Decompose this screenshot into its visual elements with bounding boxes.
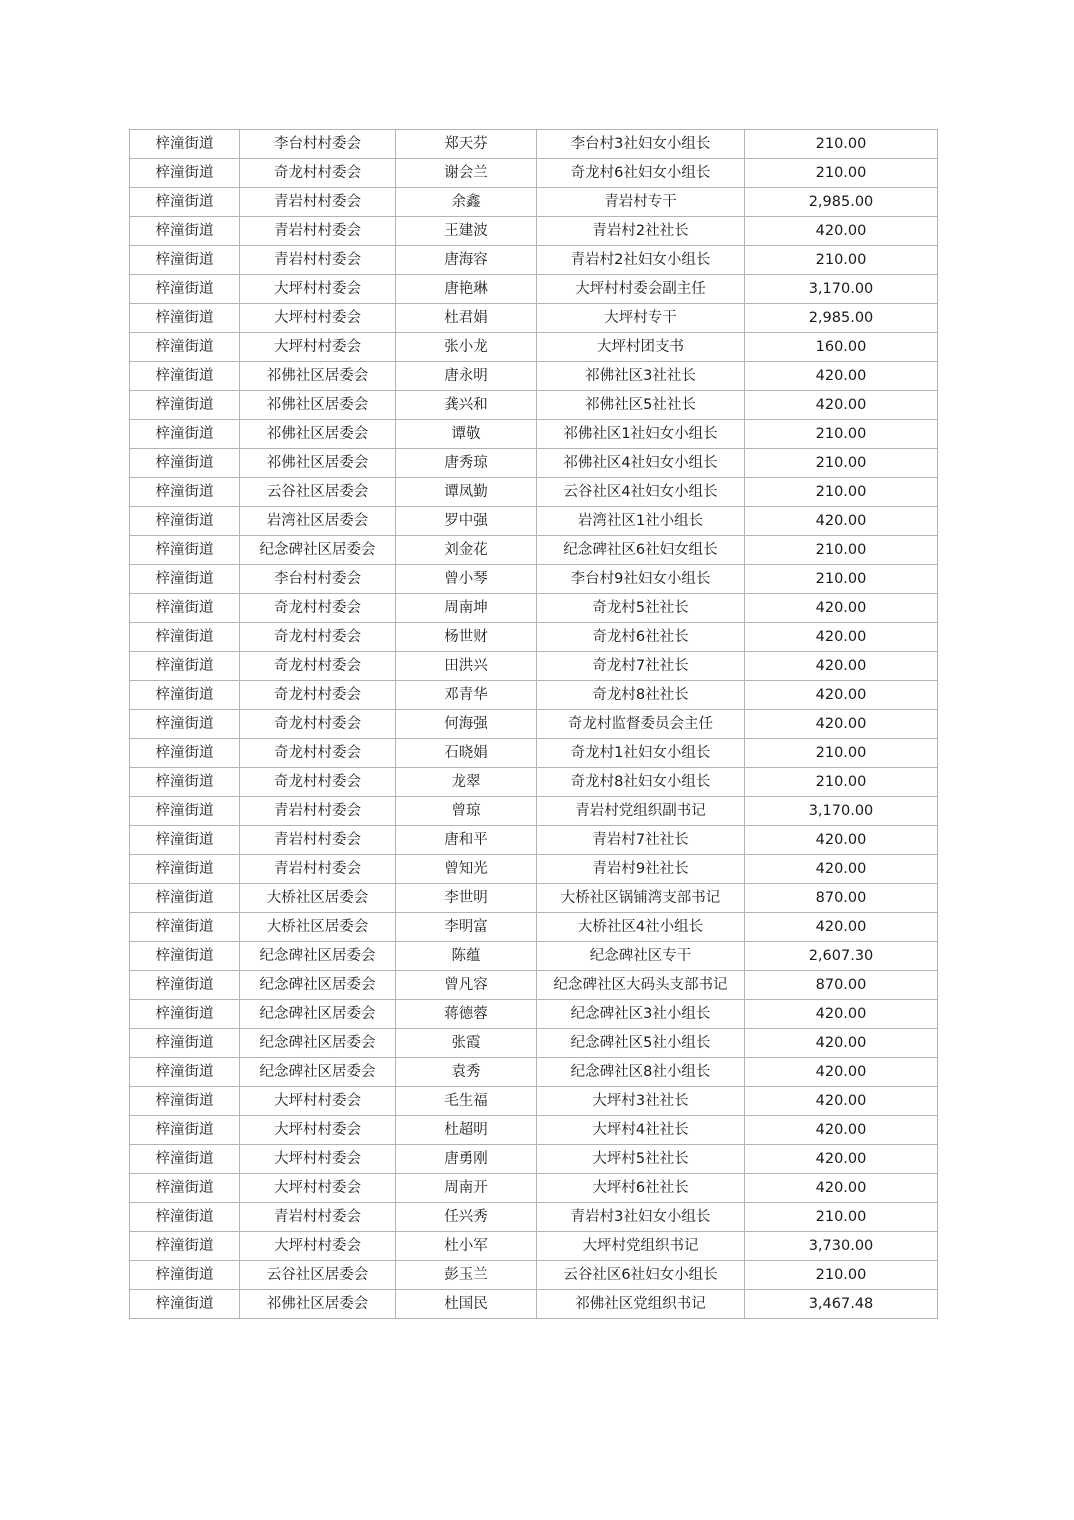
amount-cell: 420.00 bbox=[745, 1058, 938, 1087]
name-cell: 任兴秀 bbox=[396, 1203, 537, 1232]
name-cell: 谢会兰 bbox=[396, 159, 537, 188]
position-cell: 李台村9社妇女小组长 bbox=[537, 565, 745, 594]
amount-cell: 420.00 bbox=[745, 1000, 938, 1029]
position-cell: 纪念碑社区5社小组长 bbox=[537, 1029, 745, 1058]
name-cell: 唐和平 bbox=[396, 826, 537, 855]
committee-cell: 奇龙村村委会 bbox=[240, 594, 396, 623]
amount-cell: 420.00 bbox=[745, 391, 938, 420]
table-row bbox=[130, 217, 938, 246]
table-row bbox=[130, 1145, 938, 1174]
position-cell: 青岩村3社妇女小组长 bbox=[537, 1203, 745, 1232]
name-cell: 曾知光 bbox=[396, 855, 537, 884]
table-row bbox=[130, 971, 938, 1000]
committee-cell: 奇龙村村委会 bbox=[240, 768, 396, 797]
amount-cell: 420.00 bbox=[745, 1145, 938, 1174]
committee-cell: 大坪村村委会 bbox=[240, 304, 396, 333]
table-row bbox=[130, 333, 938, 362]
name-cell: 石晓娟 bbox=[396, 739, 537, 768]
street-cell: 梓潼街道 bbox=[130, 1145, 240, 1174]
committee-cell: 纪念碑社区居委会 bbox=[240, 1000, 396, 1029]
committee-cell: 祁佛社区居委会 bbox=[240, 362, 396, 391]
name-cell: 蒋德蓉 bbox=[396, 1000, 537, 1029]
amount-cell: 3,170.00 bbox=[745, 797, 938, 826]
name-cell: 曾琼 bbox=[396, 797, 537, 826]
name-cell: 罗中强 bbox=[396, 507, 537, 536]
street-cell: 梓潼街道 bbox=[130, 1058, 240, 1087]
name-cell: 杜国民 bbox=[396, 1290, 537, 1319]
street-cell: 梓潼街道 bbox=[130, 449, 240, 478]
position-cell: 大坪村3社社长 bbox=[537, 1087, 745, 1116]
committee-cell: 大坪村村委会 bbox=[240, 1116, 396, 1145]
position-cell: 青岩村2社妇女小组长 bbox=[537, 246, 745, 275]
street-cell: 梓潼街道 bbox=[130, 1116, 240, 1145]
name-cell: 杜超明 bbox=[396, 1116, 537, 1145]
table-row bbox=[130, 1000, 938, 1029]
table-row bbox=[130, 507, 938, 536]
position-cell: 奇龙村1社妇女小组长 bbox=[537, 739, 745, 768]
amount-cell: 420.00 bbox=[745, 362, 938, 391]
amount-cell: 210.00 bbox=[745, 565, 938, 594]
position-cell: 云谷社区4社妇女小组长 bbox=[537, 478, 745, 507]
name-cell: 张小龙 bbox=[396, 333, 537, 362]
committee-cell: 青岩村村委会 bbox=[240, 826, 396, 855]
name-cell: 杜小军 bbox=[396, 1232, 537, 1261]
committee-cell: 青岩村村委会 bbox=[240, 217, 396, 246]
amount-cell: 420.00 bbox=[745, 1087, 938, 1116]
position-cell: 李台村3社妇女小组长 bbox=[537, 130, 745, 159]
name-cell: 田洪兴 bbox=[396, 652, 537, 681]
table-row bbox=[130, 1261, 938, 1290]
committee-cell: 青岩村村委会 bbox=[240, 188, 396, 217]
table-row bbox=[130, 942, 938, 971]
amount-cell: 420.00 bbox=[745, 913, 938, 942]
street-cell: 梓潼街道 bbox=[130, 246, 240, 275]
street-cell: 梓潼街道 bbox=[130, 1174, 240, 1203]
name-cell: 谭凤勤 bbox=[396, 478, 537, 507]
name-cell: 李明富 bbox=[396, 913, 537, 942]
position-cell: 大坪村村委会副主任 bbox=[537, 275, 745, 304]
committee-cell: 大桥社区居委会 bbox=[240, 884, 396, 913]
amount-cell: 2,985.00 bbox=[745, 304, 938, 333]
amount-cell: 210.00 bbox=[745, 130, 938, 159]
committee-cell: 李台村村委会 bbox=[240, 130, 396, 159]
amount-cell: 420.00 bbox=[745, 826, 938, 855]
amount-cell: 3,170.00 bbox=[745, 275, 938, 304]
name-cell: 龙翠 bbox=[396, 768, 537, 797]
table-row bbox=[130, 130, 938, 159]
position-cell: 奇龙村监督委员会主任 bbox=[537, 710, 745, 739]
committee-cell: 大桥社区居委会 bbox=[240, 913, 396, 942]
amount-cell: 420.00 bbox=[745, 623, 938, 652]
committee-cell: 祁佛社区居委会 bbox=[240, 420, 396, 449]
street-cell: 梓潼街道 bbox=[130, 652, 240, 681]
table-row bbox=[130, 1174, 938, 1203]
position-cell: 青岩村2社社长 bbox=[537, 217, 745, 246]
table-row bbox=[130, 391, 938, 420]
street-cell: 梓潼街道 bbox=[130, 130, 240, 159]
amount-cell: 210.00 bbox=[745, 478, 938, 507]
street-cell: 梓潼街道 bbox=[130, 159, 240, 188]
street-cell: 梓潼街道 bbox=[130, 1290, 240, 1319]
amount-cell: 210.00 bbox=[745, 449, 938, 478]
street-cell: 梓潼街道 bbox=[130, 884, 240, 913]
committee-cell: 奇龙村村委会 bbox=[240, 739, 396, 768]
position-cell: 青岩村9社社长 bbox=[537, 855, 745, 884]
committee-cell: 奇龙村村委会 bbox=[240, 159, 396, 188]
table-row bbox=[130, 913, 938, 942]
table-body bbox=[130, 130, 938, 1319]
table-row bbox=[130, 1203, 938, 1232]
position-cell: 祁佛社区5社社长 bbox=[537, 391, 745, 420]
street-cell: 梓潼街道 bbox=[130, 681, 240, 710]
committee-cell: 青岩村村委会 bbox=[240, 1203, 396, 1232]
name-cell: 唐永明 bbox=[396, 362, 537, 391]
amount-cell: 420.00 bbox=[745, 855, 938, 884]
street-cell: 梓潼街道 bbox=[130, 1261, 240, 1290]
position-cell: 祁佛社区1社妇女小组长 bbox=[537, 420, 745, 449]
amount-cell: 210.00 bbox=[745, 536, 938, 565]
position-cell: 纪念碑社区大码头支部书记 bbox=[537, 971, 745, 1000]
name-cell: 杨世财 bbox=[396, 623, 537, 652]
subsidy-table bbox=[129, 129, 938, 1319]
amount-cell: 2,607.30 bbox=[745, 942, 938, 971]
committee-cell: 青岩村村委会 bbox=[240, 246, 396, 275]
name-cell: 彭玉兰 bbox=[396, 1261, 537, 1290]
name-cell: 陈蕴 bbox=[396, 942, 537, 971]
street-cell: 梓潼街道 bbox=[130, 217, 240, 246]
position-cell: 青岩村7社社长 bbox=[537, 826, 745, 855]
amount-cell: 420.00 bbox=[745, 507, 938, 536]
table-row bbox=[130, 304, 938, 333]
position-cell: 祁佛社区3社社长 bbox=[537, 362, 745, 391]
committee-cell: 奇龙村村委会 bbox=[240, 623, 396, 652]
street-cell: 梓潼街道 bbox=[130, 391, 240, 420]
amount-cell: 3,730.00 bbox=[745, 1232, 938, 1261]
amount-cell: 420.00 bbox=[745, 1174, 938, 1203]
committee-cell: 云谷社区居委会 bbox=[240, 478, 396, 507]
position-cell: 大坪村6社社长 bbox=[537, 1174, 745, 1203]
street-cell: 梓潼街道 bbox=[130, 362, 240, 391]
amount-cell: 420.00 bbox=[745, 217, 938, 246]
street-cell: 梓潼街道 bbox=[130, 420, 240, 449]
name-cell: 王建波 bbox=[396, 217, 537, 246]
committee-cell: 李台村村委会 bbox=[240, 565, 396, 594]
amount-cell: 210.00 bbox=[745, 1203, 938, 1232]
position-cell: 岩湾社区1社小组长 bbox=[537, 507, 745, 536]
committee-cell: 奇龙村村委会 bbox=[240, 652, 396, 681]
amount-cell: 420.00 bbox=[745, 1029, 938, 1058]
table-row bbox=[130, 449, 938, 478]
committee-cell: 奇龙村村委会 bbox=[240, 710, 396, 739]
position-cell: 大坪村党组织书记 bbox=[537, 1232, 745, 1261]
position-cell: 奇龙村6社妇女小组长 bbox=[537, 159, 745, 188]
committee-cell: 纪念碑社区居委会 bbox=[240, 1029, 396, 1058]
street-cell: 梓潼街道 bbox=[130, 478, 240, 507]
table-row bbox=[130, 681, 938, 710]
street-cell: 梓潼街道 bbox=[130, 768, 240, 797]
position-cell: 奇龙村8社妇女小组长 bbox=[537, 768, 745, 797]
name-cell: 刘金花 bbox=[396, 536, 537, 565]
name-cell: 唐艳琳 bbox=[396, 275, 537, 304]
street-cell: 梓潼街道 bbox=[130, 1029, 240, 1058]
position-cell: 奇龙村8社社长 bbox=[537, 681, 745, 710]
street-cell: 梓潼街道 bbox=[130, 942, 240, 971]
amount-cell: 210.00 bbox=[745, 159, 938, 188]
position-cell: 大桥社区4社小组长 bbox=[537, 913, 745, 942]
table-row bbox=[130, 1232, 938, 1261]
position-cell: 纪念碑社区3社小组长 bbox=[537, 1000, 745, 1029]
table-row bbox=[130, 565, 938, 594]
street-cell: 梓潼街道 bbox=[130, 594, 240, 623]
table-row bbox=[130, 536, 938, 565]
street-cell: 梓潼街道 bbox=[130, 1087, 240, 1116]
street-cell: 梓潼街道 bbox=[130, 855, 240, 884]
position-cell: 大坪村专干 bbox=[537, 304, 745, 333]
amount-cell: 210.00 bbox=[745, 768, 938, 797]
amount-cell: 210.00 bbox=[745, 1261, 938, 1290]
amount-cell: 3,467.48 bbox=[745, 1290, 938, 1319]
committee-cell: 云谷社区居委会 bbox=[240, 1261, 396, 1290]
street-cell: 梓潼街道 bbox=[130, 333, 240, 362]
position-cell: 大坪村团支书 bbox=[537, 333, 745, 362]
name-cell: 周南坤 bbox=[396, 594, 537, 623]
street-cell: 梓潼街道 bbox=[130, 536, 240, 565]
committee-cell: 奇龙村村委会 bbox=[240, 681, 396, 710]
position-cell: 奇龙村6社社长 bbox=[537, 623, 745, 652]
street-cell: 梓潼街道 bbox=[130, 710, 240, 739]
table-row bbox=[130, 652, 938, 681]
table-row bbox=[130, 362, 938, 391]
committee-cell: 纪念碑社区居委会 bbox=[240, 942, 396, 971]
amount-cell: 870.00 bbox=[745, 971, 938, 1000]
table-row bbox=[130, 275, 938, 304]
position-cell: 青岩村党组织副书记 bbox=[537, 797, 745, 826]
street-cell: 梓潼街道 bbox=[130, 304, 240, 333]
committee-cell: 纪念碑社区居委会 bbox=[240, 1058, 396, 1087]
committee-cell: 大坪村村委会 bbox=[240, 1087, 396, 1116]
position-cell: 奇龙村5社社长 bbox=[537, 594, 745, 623]
name-cell: 李世明 bbox=[396, 884, 537, 913]
table-row bbox=[130, 768, 938, 797]
amount-cell: 420.00 bbox=[745, 594, 938, 623]
street-cell: 梓潼街道 bbox=[130, 971, 240, 1000]
position-cell: 云谷社区6社妇女小组长 bbox=[537, 1261, 745, 1290]
position-cell: 祁佛社区4社妇女小组长 bbox=[537, 449, 745, 478]
table-row bbox=[130, 159, 938, 188]
name-cell: 谭敬 bbox=[396, 420, 537, 449]
name-cell: 何海强 bbox=[396, 710, 537, 739]
street-cell: 梓潼街道 bbox=[130, 188, 240, 217]
position-cell: 奇龙村7社社长 bbox=[537, 652, 745, 681]
name-cell: 唐勇刚 bbox=[396, 1145, 537, 1174]
table-row bbox=[130, 1087, 938, 1116]
street-cell: 梓潼街道 bbox=[130, 565, 240, 594]
amount-cell: 870.00 bbox=[745, 884, 938, 913]
name-cell: 周南开 bbox=[396, 1174, 537, 1203]
table-row bbox=[130, 478, 938, 507]
committee-cell: 大坪村村委会 bbox=[240, 1145, 396, 1174]
street-cell: 梓潼街道 bbox=[130, 623, 240, 652]
amount-cell: 210.00 bbox=[745, 246, 938, 275]
committee-cell: 祁佛社区居委会 bbox=[240, 391, 396, 420]
committee-cell: 祁佛社区居委会 bbox=[240, 449, 396, 478]
name-cell: 曾凡容 bbox=[396, 971, 537, 1000]
position-cell: 纪念碑社区8社小组长 bbox=[537, 1058, 745, 1087]
amount-cell: 420.00 bbox=[745, 681, 938, 710]
table-row bbox=[130, 710, 938, 739]
street-cell: 梓潼街道 bbox=[130, 1232, 240, 1261]
street-cell: 梓潼街道 bbox=[130, 797, 240, 826]
table-row bbox=[130, 246, 938, 275]
name-cell: 唐海容 bbox=[396, 246, 537, 275]
committee-cell: 纪念碑社区居委会 bbox=[240, 971, 396, 1000]
table-row bbox=[130, 797, 938, 826]
position-cell: 大坪村4社社长 bbox=[537, 1116, 745, 1145]
table-row bbox=[130, 1058, 938, 1087]
street-cell: 梓潼街道 bbox=[130, 826, 240, 855]
table-row bbox=[130, 1290, 938, 1319]
position-cell: 大坪村5社社长 bbox=[537, 1145, 745, 1174]
name-cell: 邓青华 bbox=[396, 681, 537, 710]
table-row bbox=[130, 739, 938, 768]
name-cell: 曾小琴 bbox=[396, 565, 537, 594]
table-row bbox=[130, 420, 938, 449]
committee-cell: 纪念碑社区居委会 bbox=[240, 536, 396, 565]
amount-cell: 420.00 bbox=[745, 1116, 938, 1145]
committee-cell: 青岩村村委会 bbox=[240, 855, 396, 884]
name-cell: 毛生福 bbox=[396, 1087, 537, 1116]
street-cell: 梓潼街道 bbox=[130, 1000, 240, 1029]
table-row bbox=[130, 855, 938, 884]
name-cell: 唐秀琼 bbox=[396, 449, 537, 478]
amount-cell: 160.00 bbox=[745, 333, 938, 362]
amount-cell: 420.00 bbox=[745, 710, 938, 739]
position-cell: 大桥社区锅铺湾支部书记 bbox=[537, 884, 745, 913]
committee-cell: 大坪村村委会 bbox=[240, 1232, 396, 1261]
table-row bbox=[130, 188, 938, 217]
table-row bbox=[130, 623, 938, 652]
position-cell: 纪念碑社区专干 bbox=[537, 942, 745, 971]
committee-cell: 大坪村村委会 bbox=[240, 333, 396, 362]
amount-cell: 210.00 bbox=[745, 739, 938, 768]
amount-cell: 2,985.00 bbox=[745, 188, 938, 217]
table-row bbox=[130, 826, 938, 855]
street-cell: 梓潼街道 bbox=[130, 913, 240, 942]
committee-cell: 大坪村村委会 bbox=[240, 275, 396, 304]
table-row bbox=[130, 1116, 938, 1145]
name-cell: 龚兴和 bbox=[396, 391, 537, 420]
name-cell: 余鑫 bbox=[396, 188, 537, 217]
table-row bbox=[130, 594, 938, 623]
name-cell: 张霞 bbox=[396, 1029, 537, 1058]
name-cell: 袁秀 bbox=[396, 1058, 537, 1087]
committee-cell: 岩湾社区居委会 bbox=[240, 507, 396, 536]
street-cell: 梓潼街道 bbox=[130, 1203, 240, 1232]
street-cell: 梓潼街道 bbox=[130, 739, 240, 768]
street-cell: 梓潼街道 bbox=[130, 275, 240, 304]
committee-cell: 大坪村村委会 bbox=[240, 1174, 396, 1203]
committee-cell: 祁佛社区居委会 bbox=[240, 1290, 396, 1319]
amount-cell: 420.00 bbox=[745, 652, 938, 681]
table-row bbox=[130, 1029, 938, 1058]
name-cell: 郑天芬 bbox=[396, 130, 537, 159]
table-row bbox=[130, 884, 938, 913]
name-cell: 杜君娟 bbox=[396, 304, 537, 333]
position-cell: 青岩村专干 bbox=[537, 188, 745, 217]
committee-cell: 青岩村村委会 bbox=[240, 797, 396, 826]
amount-cell: 210.00 bbox=[745, 420, 938, 449]
street-cell: 梓潼街道 bbox=[130, 507, 240, 536]
position-cell: 祁佛社区党组织书记 bbox=[537, 1290, 745, 1319]
position-cell: 纪念碑社区6社妇女组长 bbox=[537, 536, 745, 565]
